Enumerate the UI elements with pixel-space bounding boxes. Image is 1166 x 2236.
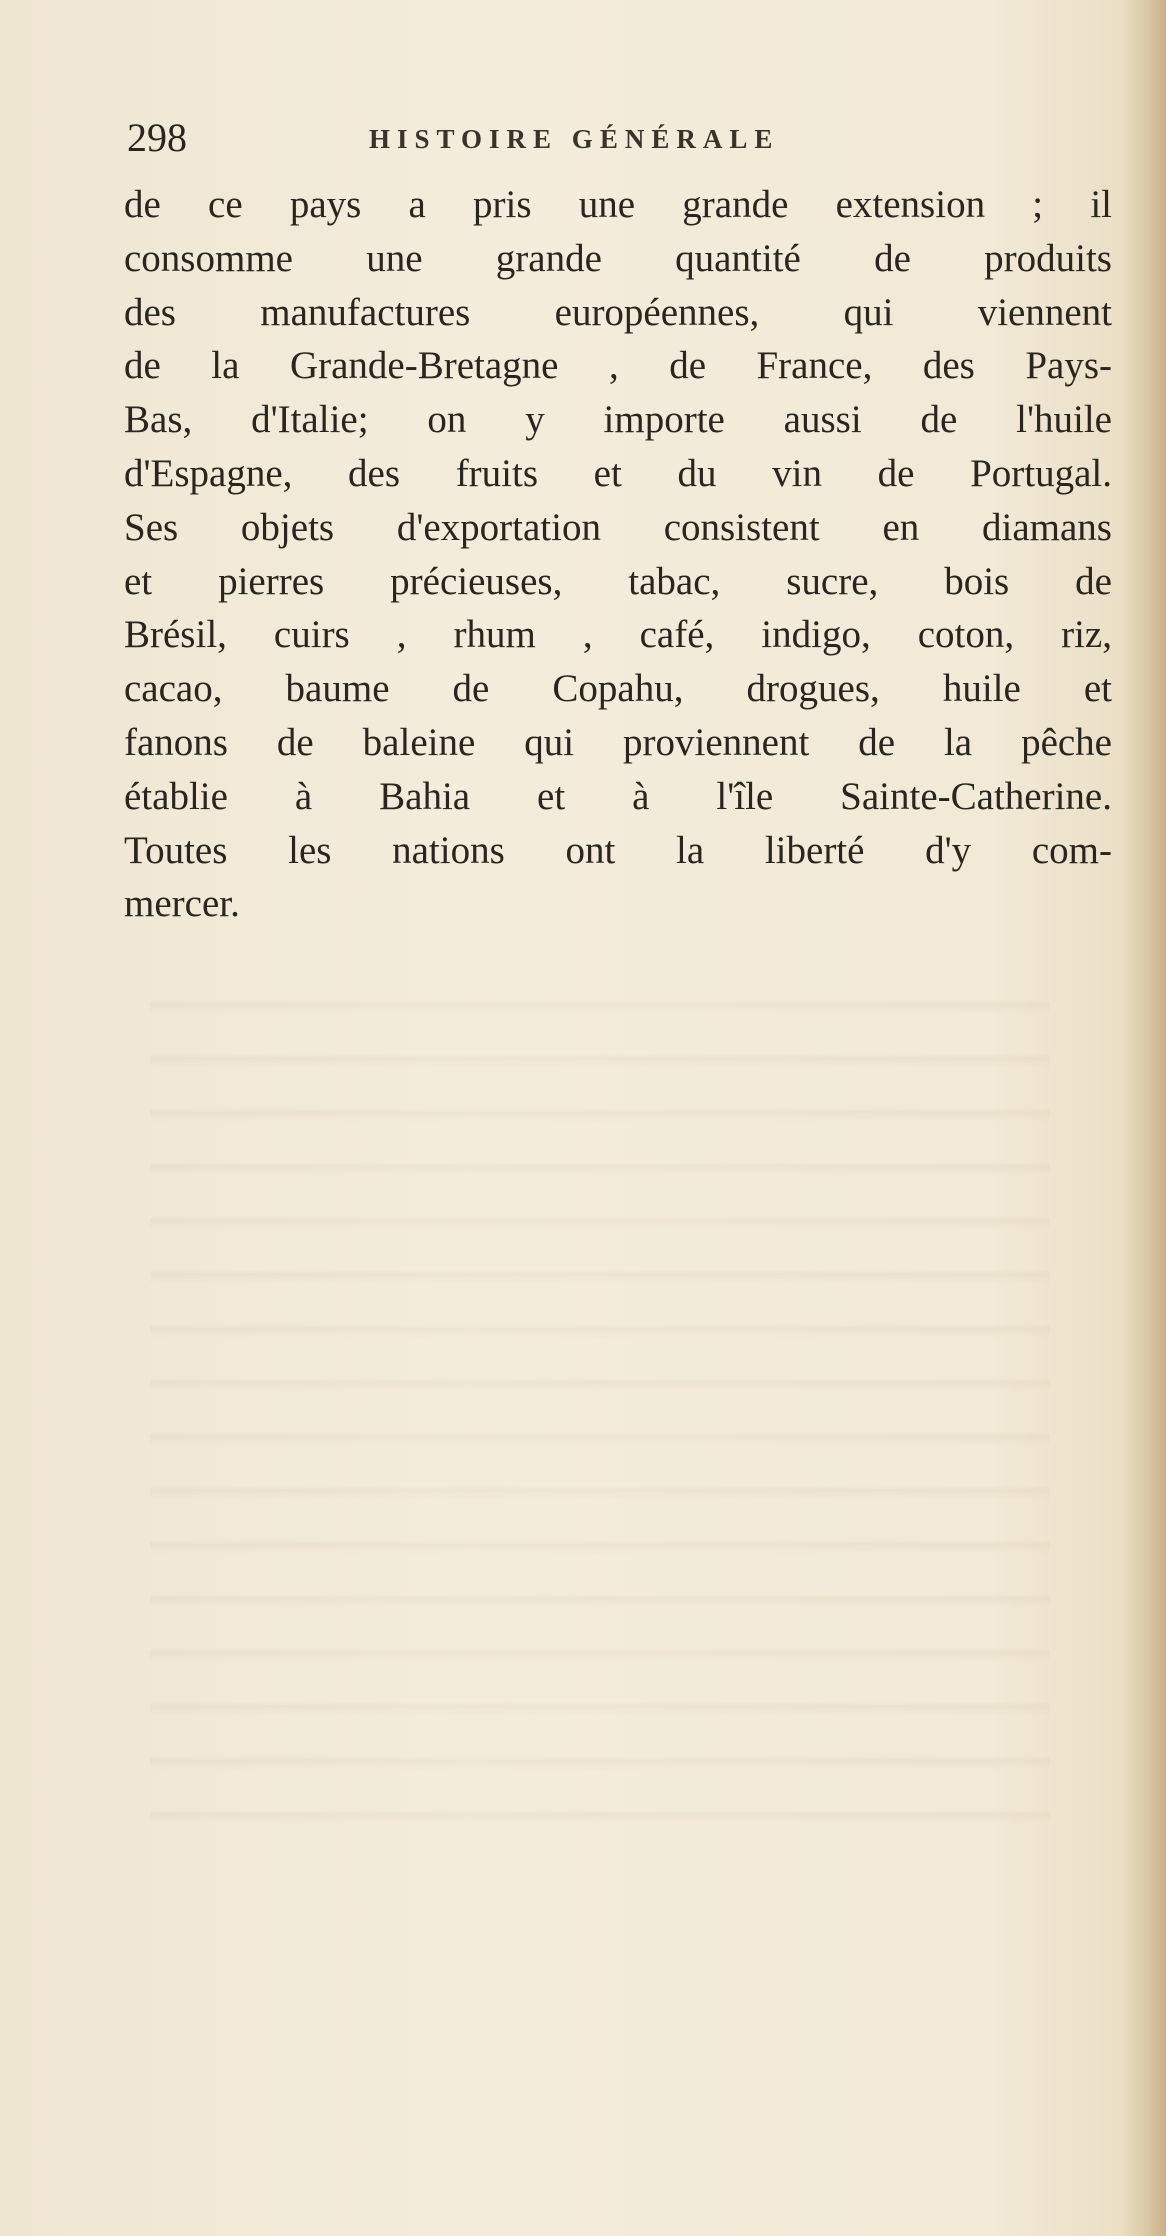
text-line: consomme une grande quantité de produits — [124, 236, 1112, 280]
text-line: fanons de baleine qui proviennent de la pêche — [124, 720, 1112, 764]
text-line: d'Espagne, des fruits et du vin de Portugal. — [124, 451, 1112, 495]
text-line: Toutes les nations ont la liberté d'y com- — [124, 828, 1112, 872]
page-header — [127, 114, 907, 164]
page-number: 298 — [127, 115, 187, 160]
text-line: de la Grande-Bretagne , de France, des Pays- — [124, 344, 1112, 388]
text-line: Bas, d'Italie; on y importe aussi de l'huile — [124, 398, 1112, 442]
text-line: Brésil, cuirs , rhum , café, indigo, coton, riz, — [124, 613, 1112, 657]
running-title: HISTOIRE GÉNÉRALE — [369, 124, 780, 154]
text-line: et pierres précieuses, tabac, sucre, bois de — [124, 559, 1112, 603]
text-line: mercer. — [124, 882, 240, 926]
bleed-through-texture — [150, 960, 1050, 1860]
text-line: des manufactures européennes, qui viennent — [124, 290, 1112, 334]
text-line: cacao, baume de Copahu, drogues, huile et — [124, 667, 1112, 711]
text-line: établie à Bahia et à l'île Sainte-Catherine. — [124, 774, 1112, 818]
body-text — [124, 178, 1112, 931]
text-line: de ce pays a pris une grande extension ; il — [124, 183, 1112, 226]
text-line: Ses objets d'exportation consistent en diamans — [124, 505, 1112, 549]
